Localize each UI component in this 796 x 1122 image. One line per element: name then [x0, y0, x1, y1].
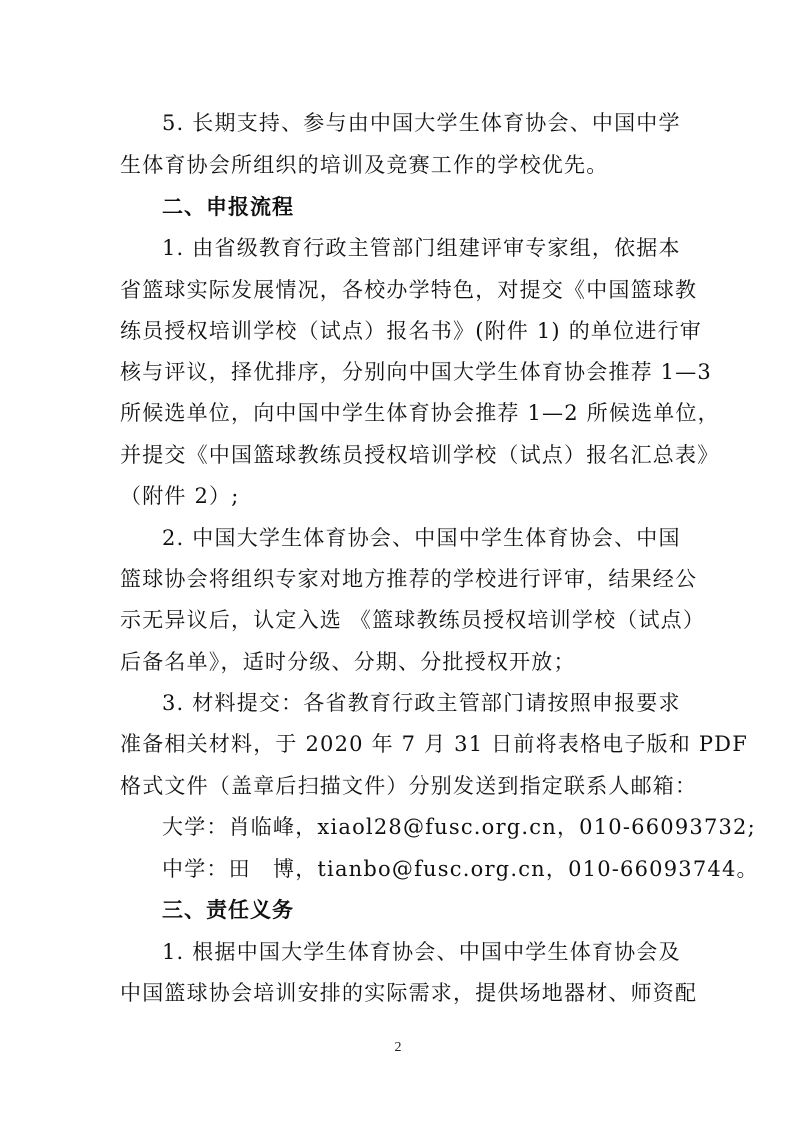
paragraph-line: 篮球协会将组织专家对地方推荐的学校进行评审，结果经公 — [120, 567, 698, 591]
paragraph-line: 所候选单位，向中国中学生体育协会推荐 1—2 所候选单位， — [120, 401, 720, 425]
paragraph-line: 示无异议后，认定入选 《篮球教练员授权培训学校（试点） — [120, 608, 706, 632]
paragraph-line: 5. 长期支持、参与由中国大学生体育协会、中国中学 — [162, 111, 681, 135]
paragraph-line: 生体育协会所组织的培训及竞赛工作的学校优先。 — [120, 153, 609, 177]
paragraph-line: 1. 根据中国大学生体育协会、中国中学生体育协会及 — [162, 940, 681, 964]
paragraph-line: 格式文件（盖章后扫描文件）分别发送到指定联系人邮箱： — [120, 774, 698, 798]
paragraph-line: 2. 中国大学生体育协会、中国中学生体育协会、中国 — [162, 526, 681, 550]
paragraph-line: 练员授权培训学校（试点）报名书》(附件 1) 的单位进行审 — [120, 319, 702, 343]
paragraph-line: 并提交《中国篮球教练员授权培训学校（试点）报名汇总表》 — [120, 443, 720, 467]
paragraph-line: 核与评议，择优排序，分别向中国大学生体育协会推荐 1—3 — [120, 360, 712, 384]
section-heading: 三、责任义务 — [162, 898, 294, 922]
section-heading: 二、申报流程 — [162, 195, 294, 219]
page-number: 2 — [394, 1040, 402, 1055]
paragraph-line: 准备相关材料，于 2020 年 7 月 31 日前将表格电子版和 PDF — [120, 732, 748, 756]
paragraph-line: 3. 材料提交：各省教育行政主管部门请按照申报要求 — [162, 691, 681, 715]
paragraph-line: 中国篮球协会培训安排的实际需求，提供场地器材、师资配 — [120, 981, 698, 1005]
contact-line-middle-school: 中学：田 博，tianbo@fusc.org.cn，010-66093744。 — [162, 857, 759, 881]
paragraph-line: 1. 由省级教育行政主管部门组建评审专家组，依据本 — [162, 236, 681, 260]
contact-line-university: 大学：肖临峰，xiaol28@fusc.org.cn，010-66093732; — [162, 815, 756, 839]
paragraph-line: 省篮球实际发展情况，各校办学特色，对提交《中国篮球教 — [120, 278, 698, 302]
paragraph-line: （附件 2）; — [120, 484, 240, 508]
paragraph-line: 后备名单》，适时分级、分期、分批授权开放； — [120, 650, 576, 674]
